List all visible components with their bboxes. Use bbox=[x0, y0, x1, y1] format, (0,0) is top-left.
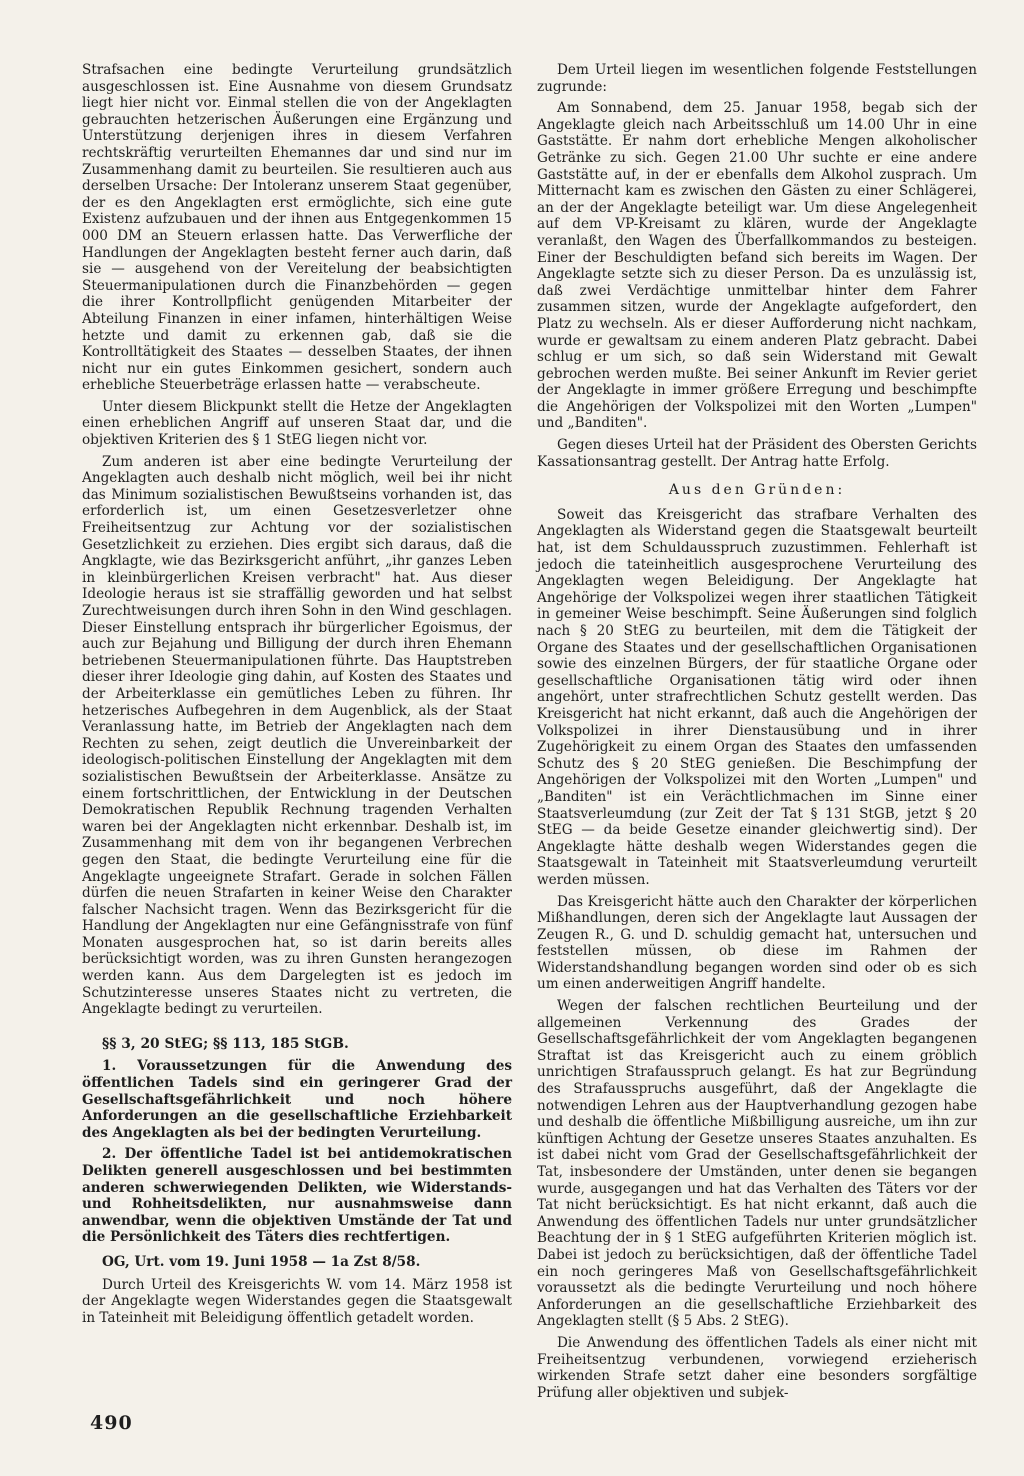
paragraph: Zum anderen ist aber eine bedingte Verurteilung der Angeklagten auch deshalb nicht möglich, weil bei ihr nicht das Minimum sozialistischen Bewußtseins vorhanden ist, das erforderlich ist, um einen Gesetzesverletzer ohne Freiheitsentzug zur Achtung vor der sozialistischen Gesetzlichkeit zu erziehen. Dies ergibt sich daraus, daß die Angklagte, wie das Bezirksgericht anführt, „ihr ganzes Leben in kleinbürgerlichen Kreisen verbracht" hat. Aus dieser Ideologie heraus ist sie straffällig geworden und hat selbst Zurechtweisungen durch ihren Sohn in den Wind geschlagen. Dieser Einstellung entsprach ihr bürgerlicher Egoismus, der auch zur Bejahung und Billigung der durch ihren Ehemann betriebenen Steuermanipulationen führte. Das Hauptstreben dieser ihrer Ideologie ging dahin, auf Kosten des Staates und der Arbeiterklasse ein gemütliches Leben zu führen. Ihr hetzerisches Aufbegehren in dem Augenblick, als der Staat Veranlassung hatte, im Betrieb der Angeklagten nach dem Rechten zu sehen, zeigt deutlich die Unvereinbarkeit der ideologisch-politischen Einstellung der Angeklagten mit dem sozialistischen Bewußtsein der Arbeiterklasse. Ansätze zu einem fortschrittlichen, der Entwicklung in der Deutschen Demokratischen Republik Rechnung tragenden Verhalten waren bei der Angeklagten nicht erkennbar. Deshalb ist, im Zusammenhang mit dem von ihr begangenen Verbrechen gegen den Staat, die bedingte Verurteilung eine für die Angeklagte ungeeignete Strafart. Gerade in solchen Fällen dürfen die neuen Strafarten in keiner Weise den Charakter falscher Nachsicht tragen. Wenn das Bezirksgericht für die Handlung der Angeklagten nur eine Gefängnisstrafe von fünf Monaten ausgesprochen hat, so ist darin bereits alles berücksichtigt worden, was zu ihren Gunsten herangezogen werden kann. Aus dem Dargelegten ist es jedoch im Schutzinteresse unseres Staates nicht zu vertreten, die Angeklagte bedingt zu verurteilen. bbox=[82, 453, 512, 1018]
paragraph: Die Anwendung des öffentlichen Tadels als einer nicht mit Freiheitsentzug verbundenen, vorwiegend erzieherisch wirkenden Strafe setzt daher eine besonders sorgfältige Prüfung aller objektiven und subjek- bbox=[537, 1334, 977, 1401]
paragraph: Unter diesem Blickpunkt stellt die Hetze der Angeklagten einen erheblichen Angriff auf unseren Staat dar, und die objektiven Kriterien des § 1 StEG liegen nicht vor. bbox=[82, 398, 512, 449]
page-number: 490 bbox=[90, 1412, 133, 1434]
paragraph: Durch Urteil des Kreisgerichts W. vom 14. März 1958 ist der Angeklagte wegen Widerstandes gegen die Staatsgewalt in Tateinheit mit Beleidigung öffentlich getadelt worden. bbox=[82, 1276, 512, 1326]
section-heading: Aus den Gründen: bbox=[668, 482, 846, 499]
court-citation: OG, Urt. vom 19. Juni 1958 — 1a Zst 8/58. bbox=[102, 1253, 421, 1270]
right-column bbox=[537, 62, 977, 1406]
paragraph: Wegen der falschen rechtlichen Beurteilung und der allgemeinen Verkennung des Grades der Gesellschaftsgefährlichkeit der vom Angeklagten begangenen Straftat ist das Kreisgericht auch zu einem gröblich unrichtigen Strafausspruch gelangt. Es hat zur Begründung des Strafausspruchs ausgeführt, daß der Angeklagte die notwendigen Lehren aus der Hauptverhandlung gezogen habe und deshalb die öffentliche Mißbilligung ausreiche, um ihn zur künftigen Achtung der Gesetze unseres Staates anzuhalten. Es ist dabei nicht vom Grad der Gesellschaftsgefährlichkeit der Tat, insbesondere der Umständen, unter denen sie begangen wurde, ausgegangen und hat das Verhalten des Täters vor der Tat nicht berücksichtigt. Es hat nicht erkannt, daß auch die Anwendung des öffentlichen Tadels nur unter grundsätzlicher Beachtung der in § 1 StEG aufgeführten Kriterien möglich ist. Dabei ist jedoch zu berücksichtigen, daß der öffentliche Tadel ein noch geringeres Maß von Gesellschaftsgefährlichkeit voraussetzt als die bedingte Verurteilung und noch höhere Anforderungen an die gesellschaftliche Erziehbarkeit des Angeklagten stellt (§ 5 Abs. 2 StEG). bbox=[537, 998, 977, 1330]
law-reference: §§ 3, 20 StEG; §§ 113, 185 StGB. bbox=[102, 1035, 349, 1052]
paragraph: Gegen dieses Urteil hat der Präsident des Obersten Gerichts Kassationsantrag gestellt. Der Antrag hatte Erfolg. bbox=[537, 437, 977, 470]
headnote-2: 2. Der öffentliche Tadel ist bei antidemokratischen Delikten generell ausgeschlossen und bei bestimmten anderen schwerwiegenden Delikten, wie Widerstands- und Rohheitsdelikten, nur ausnahmsweise dann anwendbar, wenn die objektiven Umstände der Tat und die Persönlichkeit des Täters dies rechtfertigen. bbox=[82, 1146, 512, 1246]
paragraph: Strafsachen eine bedingte Verurteilung grundsätzlich ausgeschlossen ist. Eine Ausnahme von diesem Grundsatz liegt hier nicht vor. Einmal stellen die von der Angeklagten gebrauchten hetzerischen Äußerungen eine Ergänzung und Unterstützung derjenigen ihres in diesem Verfahren rechtskräftig verurteilten Ehemannes dar und sind nur im Zusammenhang damit zu beurteilen. Sie resultieren auch aus derselben Ursache: Der Intoleranz unserem Staat gegenüber, der es den Angeklagten erst ermöglichte, sich eine gute Existenz aufzubauen und der ihnen aus Entgegenkommen 15 000 DM an Steuern erlassen hatte. Das Verwerfliche der Handlungen der Angeklagten besteht ferner auch darin, daß sie — ausgehend von der Vereitelung der beabsichtigten Steuermanipulationen durch die Finanzbehörden — gegen die ihrer Kontrollpflicht genügenden Mitarbeiter der Abteilung Finanzen in einer infamen, hinterhältigen Weise hetzte und damit zu erkennen gab, daß sie die Kontrolltätigkeit des Staates — desselben Staates, der ihnen nicht nur ein gutes Einkommen gesichert, sondern auch erhebliche Steuerbeträge erlassen hatte — verabscheute. bbox=[82, 62, 512, 394]
paragraph: Dem Urteil liegen im wesentlichen folgende Feststellungen zugrunde: bbox=[537, 62, 977, 95]
paragraph: Soweit das Kreisgericht das strafbare Verhalten des Angeklagten als Widerstand gegen die Staatsgewalt beurteilt hat, ist dem Schuldausspruch zuzustimmen. Fehlerhaft ist jedoch die tateinheitlich ausgesprochene Verurteilung des Angeklagten wegen Beleidigung. Der Angeklagte hat Angehörige der Volkspolizei wegen ihrer staatlichen Tätigkeit in gemeiner Weise beschimpft. Seine Äußerungen sind folglich nach § 20 StEG zu beurteilen, mit dem die Tätigkeit der Organe des Staates und der gesellschaftlichen Organisationen sowie des einzelnen Bürgers, der für staatliche Organe oder gesellschaftliche Organisationen tätig wird oder ihnen angehört, unter strafrechtlichen Schutz gestellt werden. Das Kreisgericht hat nicht erkannt, daß auch die Angehörigen der Volkspolizei in ihrer Dienstausübung und in ihrer Zugehörigkeit zu einem Organ des Staates den umfassenden Schutz des § 20 StEG genießen. Die Beschimpfung der Angehörigen der Volkspolizei mit den Worten „Lumpen" und „Banditen" ist ein Verächtlichmachen im Sinne einer Staatsverleumdung (zur Zeit der Tat § 131 StGB, jetzt § 20 StEG — da beide Gesetze einander gleichwertig sind). Der Angeklagte hätte deshalb wegen Widerstandes gegen die Staatsgewalt in Tateinheit mit Staatsverleumdung verurteilt werden müssen. bbox=[537, 506, 977, 888]
headnote-1: 1. Voraussetzungen für die Anwendung des öffentlichen Tadels sind ein geringerer Grad der Gesellschaftsgefährlichkeit und noch höhere Anforderungen an die gesellschaftliche Erziehbarkeit des Angeklagten als bei der bedingten Verurteilung. bbox=[82, 1058, 512, 1141]
paragraph: Das Kreisgericht hätte auch den Charakter der körperlichen Mißhandlungen, deren sich der Angeklagte laut Aussagen der Zeugen R., G. und D. schuldig gemacht hat, untersuchen und feststellen müssen, ob diese im Rahmen der Widerstandshandlung begangen worden sind oder ob es sich um einen anderweitigen Angriff handelte. bbox=[537, 893, 977, 993]
paragraph: Am Sonnabend, dem 25. Januar 1958, begab sich der Angeklagte gleich nach Arbeitsschluß um 14.00 Uhr in eine Gaststätte. Er nahm dort erhebliche Mengen alkoholischer Getränke zu sich. Gegen 21.00 Uhr suchte er eine andere Gaststätte auf, in der er ebenfalls dem Alkohol zusprach. Um Mitternacht kam es zwischen den Gästen zu einer Schlägerei, an der der Angeklagte beteiligt war. Um diese Angelegenheit auf dem VP-Kreisamt zu klären, wurde der Angeklagte veranlaßt, den Wagen des Überfallkommandos zu besteigen. Einer der Beschuldigten befand sich bereits im Wagen. Der Angeklagte setzte sich zu dieser Person. Da es unzulässig ist, daß zwei Verdächtige unmittelbar hinter dem Fahrer zusammen sitzen, wurde der Angeklagte aufgefordert, den Platz zu wechseln. Als er dieser Aufforderung nicht nachkam, wurde er gewaltsam zu einem anderen Platz gebracht. Dabei schlug er um sich, so daß sein Widerstand mit Gewalt gebrochen werden mußte. Bei seiner Ankunft im Revier geriet der Angeklagte in immer größere Erregung und beschimpfte die Angehörigen der Volkspolizei mit den Worten „Lumpen" und „Banditen". bbox=[537, 100, 977, 432]
left-column bbox=[82, 62, 512, 1331]
